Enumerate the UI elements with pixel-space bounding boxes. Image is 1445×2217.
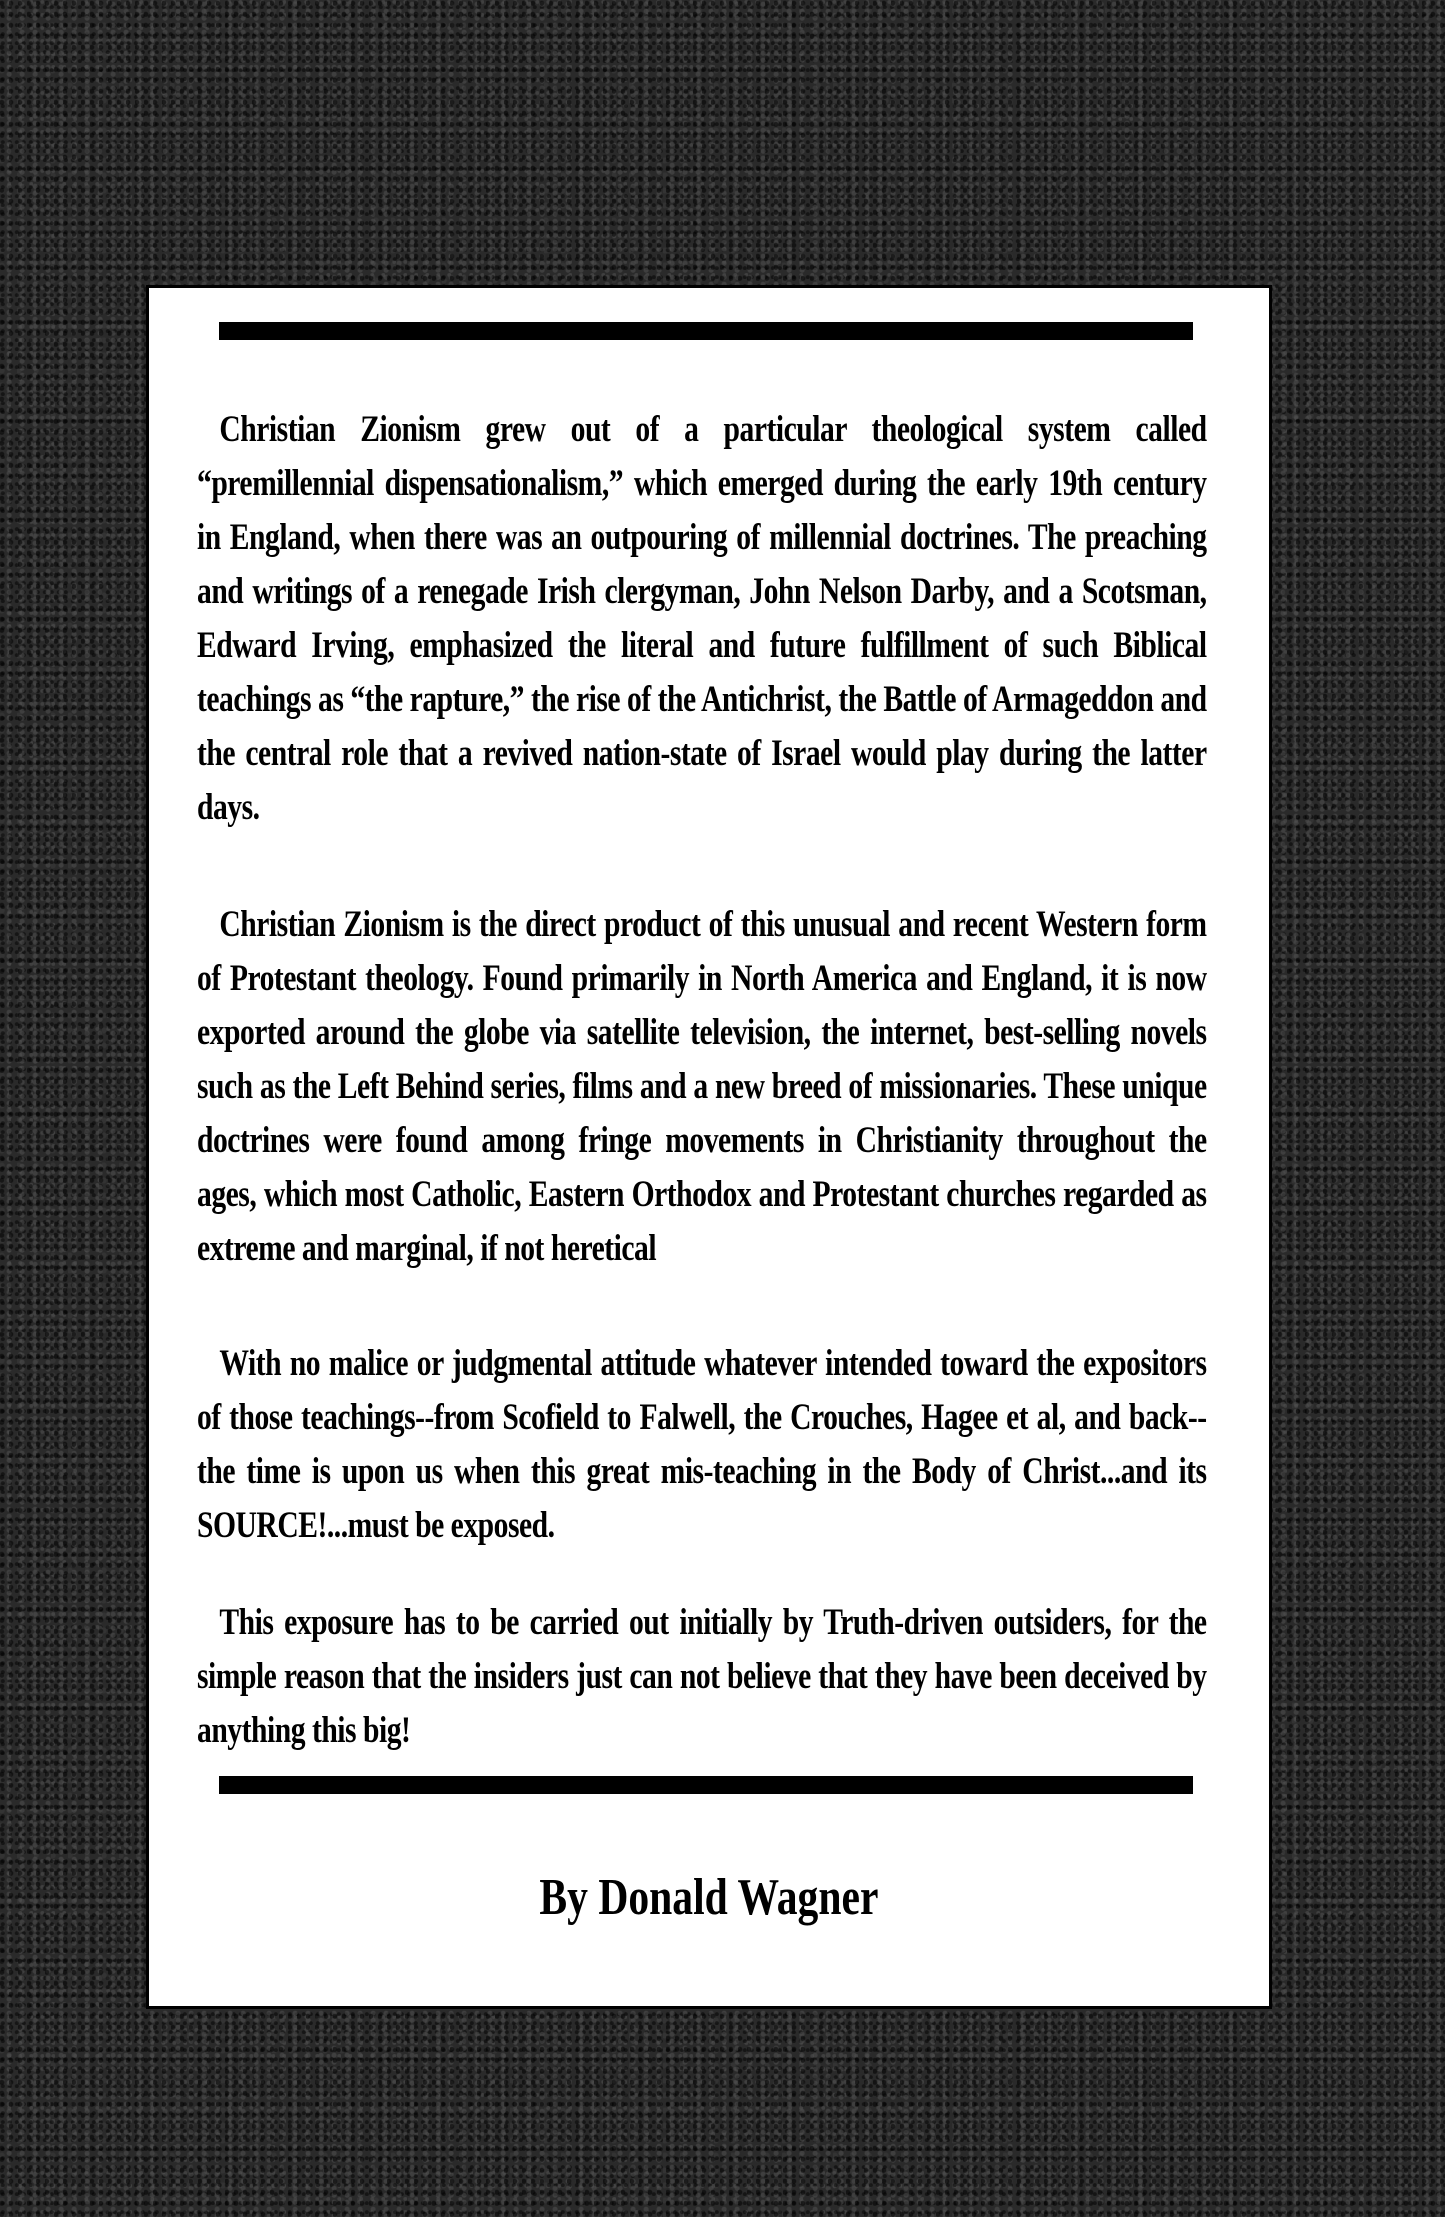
paragraph-4: This exposure has to be carried out initially by Truth-driven outsiders, for the simple reason that the insiders just can not believe that they have been deceived by anything this big! <box>197 1602 1207 1751</box>
back-cover-panel <box>146 285 1272 2009</box>
paragraph-3: With no malice or judgmental attitude whatever intended toward the expositors of those teachings--from Scofield to Falwell, the Crouches, Hagee et al, and back--the time is upon us when this great mis-teaching in the Body of Christ...and its SOURCE!...must be exposed. <box>197 1343 1207 1546</box>
paragraph-1: Christian Zionism grew out of a particular theological system called “premillennial dispensationalism,” which emerged during the early 19th century in England, when there was an outpouring of millennial doctrines. The preaching and writings of a renegade Irish clergyman, John Nelson Darby, and a Scotsman, Edward Irving, emphasized the literal and future fulfillment of such Biblical teachings as “the rapture,” the rise of the Antichrist, the Battle of Armageddon and the central role that a revived nation-state of Israel would play during the latter days. <box>197 409 1207 828</box>
paragraph-2: Christian Zionism is the direct product of this unusual and recent Western form of Protestant theology. Found primarily in North America and England, it is now exported around the globe via satellite television, the internet, best-selling novels such as the Left Behind series, films and a new breed of missionaries. These unique doctrines were found among fringe movements in Christianity throughout the ages, which most Catholic, Eastern Orthodox and Protestant churches regarded as extreme and marginal, if not heretical <box>197 904 1207 1269</box>
top-divider <box>219 322 1193 340</box>
author-byline <box>149 1868 1269 1927</box>
bottom-divider <box>219 1776 1193 1794</box>
author-byline-text: By Donald Wagner <box>539 1869 879 1926</box>
